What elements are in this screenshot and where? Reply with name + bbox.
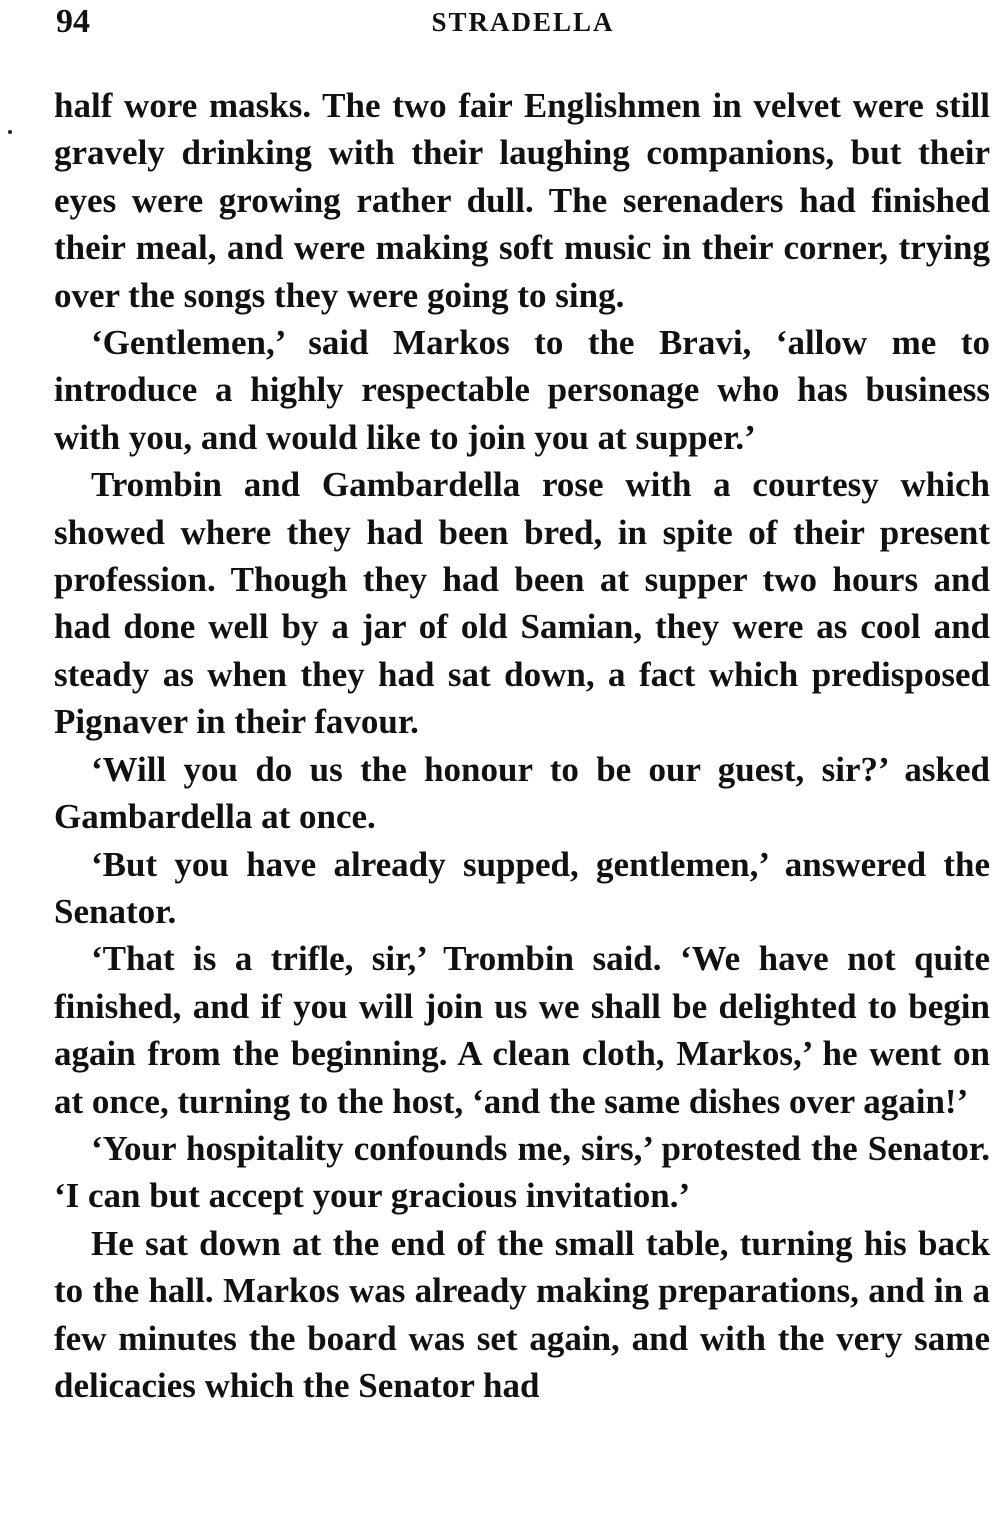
paragraph: ‘But you have already supped, gentlemen,’ answered the Senator. [54, 844, 990, 931]
paragraph: ‘Will you do us the honour to be our guest, sir?’ asked Gambardella at once. [54, 749, 990, 837]
paragraph: ‘That is a trifle, sir,’ Trombin said. ‘We have not quite finished, and if you will join us we shall be delighted to begin again from the beginning. A clean cloth, Markos,’ he went on at once, turning to the host, ‘and the same dishes over again!’ [54, 939, 990, 1121]
paragraph: ‘Gentlemen,’ said Markos to the Bravi, ‘allow me to introduce a highly respectable personage who has business with you, and would like to join you at supper.’ [54, 323, 990, 457]
running-title: STRADELLA [431, 7, 615, 37]
page-body [54, 82, 990, 1409]
page-number: 94 [56, 3, 90, 40]
paragraph: half wore masks. The two fair Englishmen in velvet were still gravely drinking with their laughing companions, but their eyes were growing rather dull. The serenaders had finished their meal, and were making soft music in their corner, trying over the songs they were going to sing. [54, 86, 990, 315]
paragraph: ‘Your hospitality confounds me, sirs,’ protested the Senator. ‘I can but accept your gracious invitation.’ [54, 1128, 990, 1216]
page-header [56, 2, 990, 42]
paragraph: Trombin and Gambardella rose with a courtesy which showed where they had been bred, in spite of their present profession. Though they had been at supper two hours and had done well by a jar of old Samian, they were as cool and steady as when they had sat down, a fact which predisposed Pignaver in their favour. [54, 465, 990, 742]
stray-ink-mark [8, 130, 12, 134]
paragraph: He sat down at the end of the small table, turning his back to the hall. Markos was already making preparations, and in a few minutes the board was set again, and with the very same delicacies which the Senator had [54, 1223, 990, 1405]
